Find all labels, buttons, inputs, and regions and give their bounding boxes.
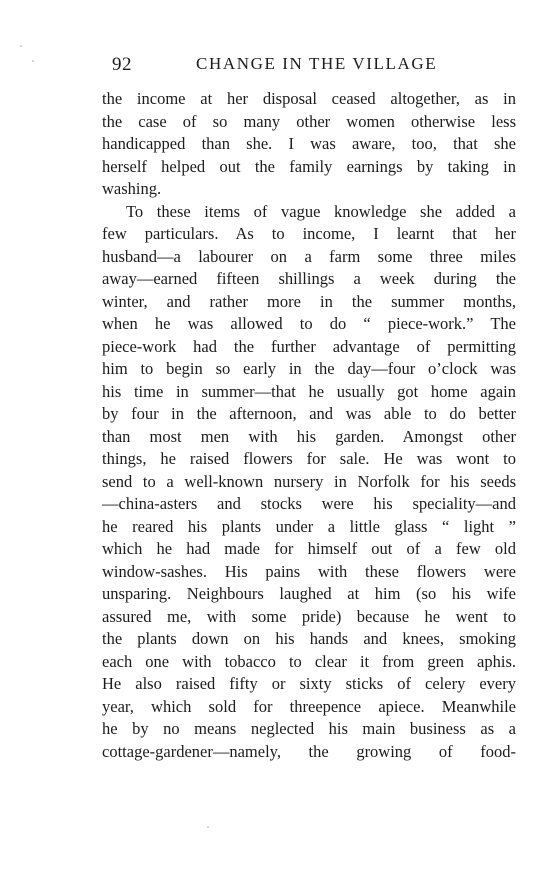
text-line: he by no means neglected his main business as a: [102, 719, 516, 738]
text-line: unsparing. Neighbours laughed at him (so his wife: [102, 584, 516, 603]
paper-speck: [20, 45, 22, 47]
running-head: CHANGE IN THE VILLAGE: [196, 54, 438, 73]
text-line: few particulars. As to income, I learnt that her: [102, 224, 516, 243]
text-line: him to begin so early in the day—four o’clock was: [102, 359, 516, 378]
text-line: he reared his plants under a little glass “ light ”: [102, 516, 516, 536]
text-line: washing.: [102, 179, 162, 198]
text-line: husband—a labourer on a farm some three miles: [102, 246, 516, 266]
text-line: window-sashes. His pains with these flowers were: [102, 561, 516, 581]
text-line: herself helped out the family earnings by taking in: [102, 156, 516, 176]
text-line: handicapped than she. I was aware, too, that she: [102, 134, 516, 153]
text-line: away—earned fifteen shillings a week during the: [102, 269, 516, 288]
text-line: each one with tobacco to clear it from green aphis.: [102, 651, 516, 671]
text-line: things, he raised flowers for sale. He was wont to: [102, 449, 516, 468]
text-line: the plants down on his hands and knees, smoking: [102, 629, 516, 648]
text-line: when he was allowed to do “ piece-work.” The: [102, 314, 516, 333]
body-text: [102, 88, 516, 763]
text-line: the case of so many other women otherwise less: [102, 111, 516, 131]
text-line: send to a well-known nursery in Norfolk for his seeds: [102, 471, 516, 491]
text-line: than most men with his garden. Amongst other: [102, 426, 516, 446]
text-line: assured me, with some pride) because he went to: [102, 606, 516, 626]
text-line: piece-work had the further advantage of permitting: [102, 336, 516, 356]
text-line: He also raised fifty or sixty sticks of celery every: [102, 674, 516, 693]
text-line: —china-asters and stocks were his speciality—and: [102, 494, 516, 513]
text-line: year, which sold for threepence apiece. Meanwhile: [102, 696, 516, 716]
page-header: [112, 54, 517, 80]
text-line: by four in the afternoon, and was able to do better: [102, 404, 516, 423]
text-line: cottage-gardener—namely, the growing of food-: [102, 741, 516, 761]
paper-speck: [207, 826, 209, 828]
paper-speck: [32, 60, 34, 62]
text-line: his time in summer—that he usually got home again: [102, 381, 516, 401]
text-line: the income at her disposal ceased altogether, as in: [102, 89, 516, 108]
paragraph-start-line: To these items of vague knowledge she added a: [126, 201, 516, 221]
text-line: winter, and rather more in the summer months,: [102, 291, 516, 311]
page-number: 92: [112, 54, 132, 75]
text-line: which he had made for himself out of a few old: [102, 539, 516, 558]
